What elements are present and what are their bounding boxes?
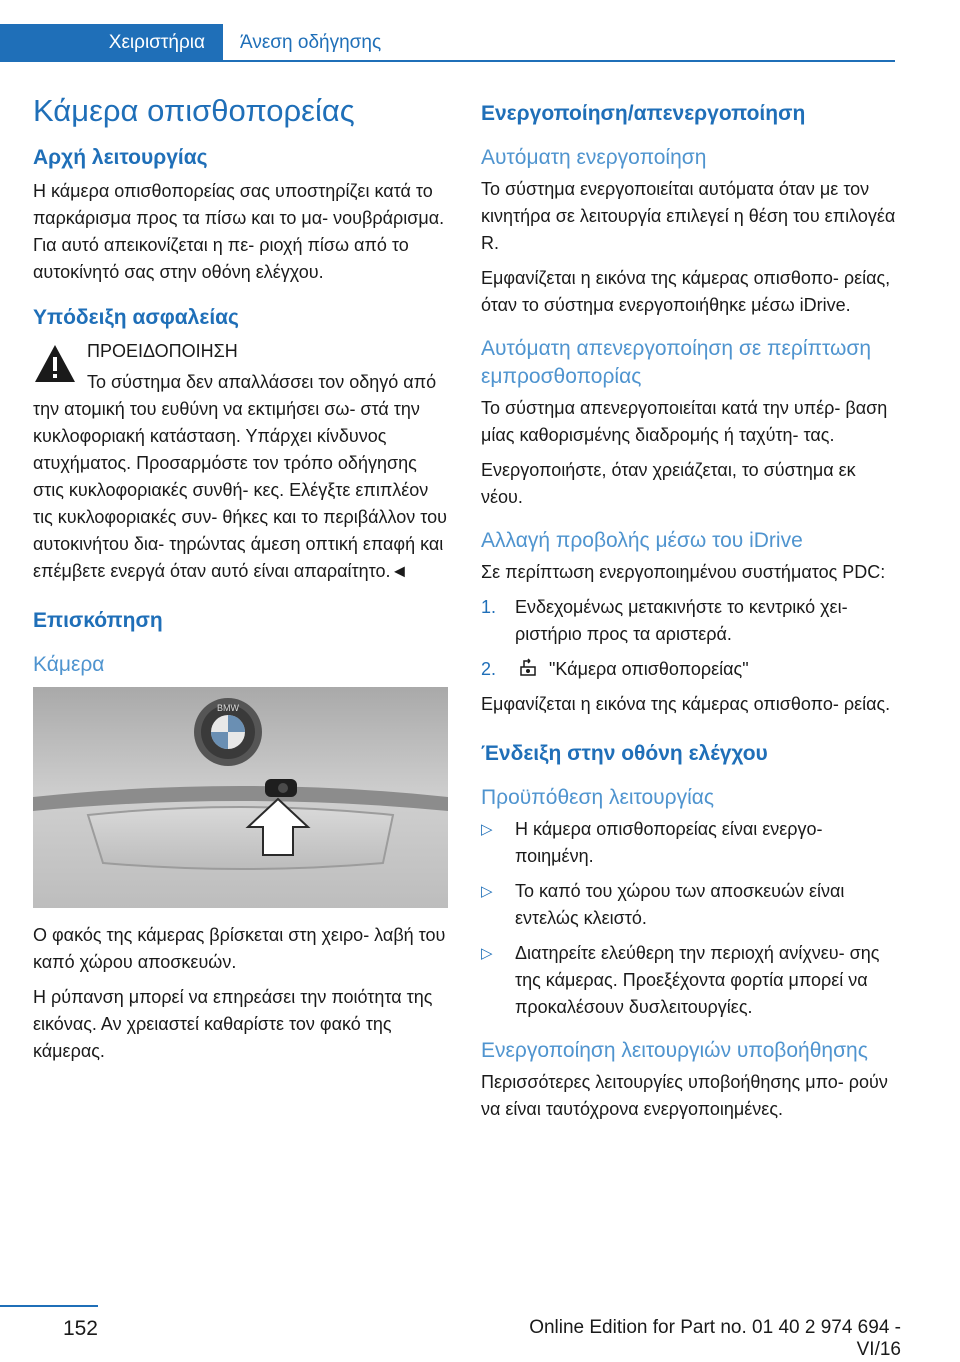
warning-block [33,338,448,585]
prereq-text: Διατηρείτε ελεύθερη την περιοχή ανίχνευ- σης της κάμερας. Προεξέχοντα φορτία μπορεί να προκαλέσουν δυσλειτουργίες. [515,943,880,1017]
heading-prereq: Προϋπόθεση λειτουργίας [481,786,715,809]
list-item [481,878,896,932]
warning-label: ΠΡΟΕΙΔΟΠΟΙΗΣΗ [87,341,238,361]
camera-location-photo [33,687,448,908]
left-column [33,92,448,1073]
prereq-text: Το καπό του χώρου των αποσκευών είναι εντελώς κλειστό. [515,881,845,928]
page-title: Κάμερα οπισθοπορείας [33,93,355,128]
list-item [481,656,896,683]
heading-overview: Επισκόπηση [33,609,163,632]
heading-activation: Ενεργοποίηση/απενεργοποίηση [481,102,806,125]
heading-change-view: Αλλαγή προβολής μέσω του iDrive [481,529,803,552]
header-rule [223,60,895,62]
assist-text: Περισσότερες λειτουργίες υποβοήθησης μπο- ρούν να είναι ταυτόχρονα ενεργοποιημένες. [481,1072,888,1119]
step-text: "Κάμερα οπισθοπορείας" [549,659,749,679]
warning-text: Το σύστημα δεν απαλλάσσει τον οδηγό από την ατομική του ευθύνη να εκτιμήσει σω- στά την κυκλοφοριακή κατάσταση. Υπάρχει κίνδυνος ατυχήματος. Προσαρμόστε τον τρόπο οδήγησης στις κυκλοφοριακές συνθή- κες. Ελέγξτε επιπλέον τις κυκλοφοριακές συν- θήκες και το περιβάλλον του αυτοκινήτου δια- τηρώντας άμεση οπτική επαφή και επέμβετε ενεργά όταν αυτό είναι απαραίτητο.◄ [33,372,448,581]
step-text: Ενδεχομένως μετακινήστε το κεντρικό χει- ριστήριο προς τα αριστερά. [515,597,848,644]
right-column [481,92,896,1131]
heading-auto-off: Αυτόματη απενεργοποίηση σε περίπτωση εμπροσθοπορίας [481,337,872,388]
svg-text:BMW: BMW [217,703,239,713]
list-item [481,940,896,1021]
bullet-triangle-icon: ▷ [481,883,493,900]
heading-principle: Αρχή λειτουργίας [33,146,208,169]
auto-off-text-2: Ενεργοποιήστε, όταν χρειάζεται, το σύστημα εκ νέου. [481,460,856,507]
heading-assist: Ενεργοποίηση λειτουργιών υποβοήθησης [481,1039,868,1062]
step-number: 2. [481,659,497,679]
bullet-triangle-icon: ▷ [481,945,493,962]
warning-icon [33,342,77,386]
bullet-triangle-icon: ▷ [481,821,493,838]
heading-camera: Κάμερα [33,653,105,676]
prereq-text: Η κάμερα οπισθοπορείας είναι ενεργο- ποιημένη. [515,819,823,866]
trunk-handle-illustration [33,687,448,908]
after-steps-text: Εμφανίζεται η εικόνα της κάμερας οπισθοπο- ρείας. [481,694,891,714]
dirt-text: Η ρύπανση μπορεί να επηρεάσει την ποιότητα της εικόνας. Αν χρειαστεί καθαρίστε τον φακό της κάμερας. [33,987,433,1061]
list-item [481,594,896,648]
list-item [481,816,896,870]
steps-list [481,594,896,683]
heading-safety: Υπόδειξη ασφαλείας [33,306,239,329]
auto-on-text-2: Εμφανίζεται η εικόνα της κάμερας οπισθοπο- ρείας, όταν το σύστημα ενεργοποιήθηκε μέσω iDrive. [481,268,891,315]
footer-rule [0,1305,98,1307]
heading-display: Ένδειξη στην οθόνη ελέγχου [481,742,768,765]
page-number: 152 [62,1317,98,1340]
edition-note: Online Edition for Part no. 01 40 2 974 694 - VI/16 [529,1317,901,1360]
rear-camera-icon [515,658,541,678]
prereq-list [481,816,896,1021]
header-bar [0,24,895,62]
heading-auto-on: Αυτόματη ενεργοποίηση [481,146,707,169]
header-tab-controls[interactable]: Χειριστήρια [0,24,223,62]
auto-on-text: Το σύστημα ενεργοποιείται αυτόματα όταν με τον κινητήρα σε λειτουργία επιλεγεί η θέση του επιλογέα R. [481,179,896,253]
principle-text: Η κάμερα οπισθοπορείας σας υποστηρίζει κατά το παρκάρισμα προς τα πίσω και το μα- νουβράρισμα. Για αυτό απεικονίζεται η πε- ριοχή πίσω από το αυτοκίνητό σας στην οθόνη ελέγχου. [33,181,445,282]
auto-off-text: Το σύστημα απενεργοποιείται κατά την υπέρ- βαση μίας καθορισμένης διαδρομής ή ταχύτη- τας. [481,398,888,445]
bmw-emblem [194,698,262,766]
change-view-text: Σε περίπτωση ενεργοποιημένου συστήματος PDC: [481,562,886,582]
step-number: 1. [481,597,497,617]
lens-location-text: Ο φακός της κάμερας βρίσκεται στη χειρο- λαβή του καπό χώρου αποσκευών. [33,925,446,972]
header-section-title[interactable]: Άνεση οδήγησης [240,32,382,53]
